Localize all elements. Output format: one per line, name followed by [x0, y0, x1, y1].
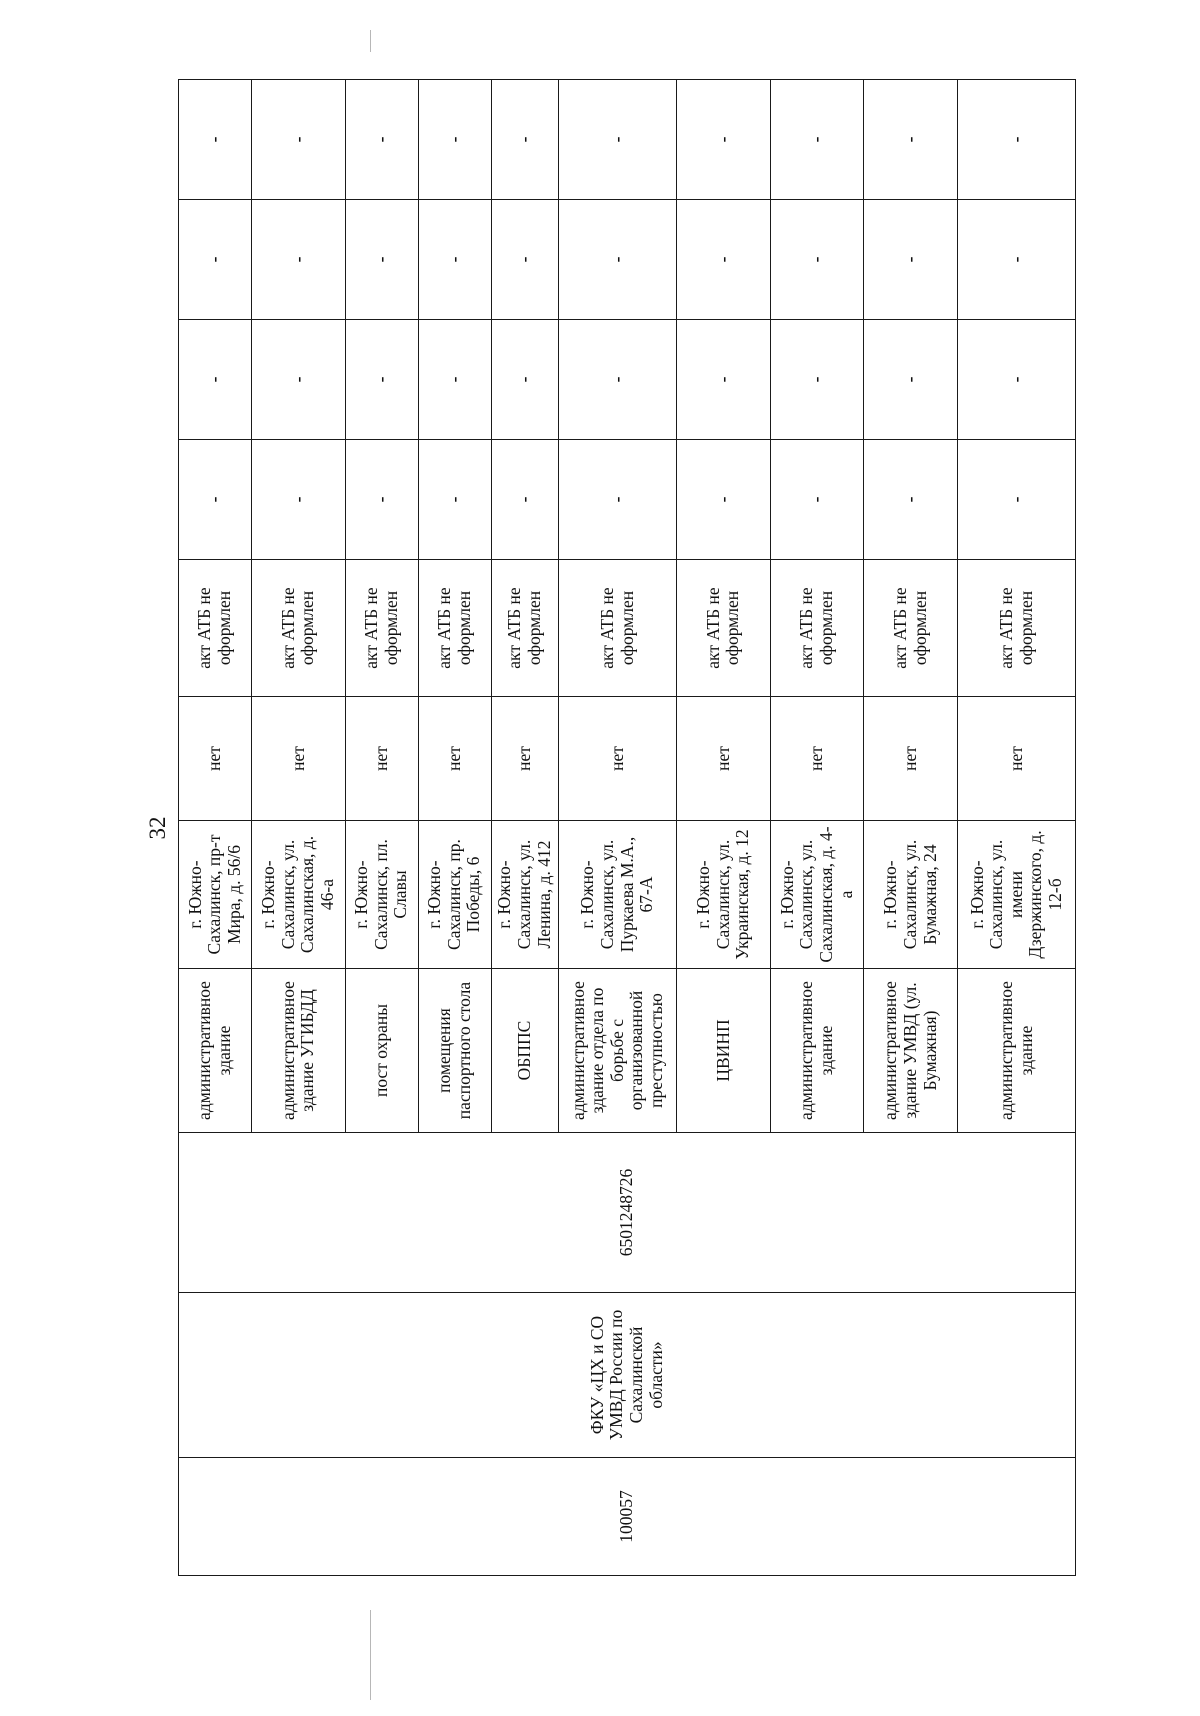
- empty-cell: -: [864, 440, 958, 560]
- empty-cell: -: [345, 80, 418, 200]
- empty-cell: -: [491, 440, 559, 560]
- act-status: акт АТБ не оформлен: [676, 560, 770, 697]
- presence-value: нет: [179, 697, 252, 821]
- empty-cell: -: [958, 440, 1076, 560]
- object-address: г. Южно-Сахалинск, ул. Украинская, д. 12: [676, 821, 770, 969]
- empty-cell: -: [676, 320, 770, 440]
- empty-cell: -: [559, 440, 677, 560]
- empty-cell: -: [345, 200, 418, 320]
- presence-value: нет: [770, 697, 864, 821]
- act-status: акт АТБ не оформлен: [418, 560, 491, 697]
- act-status: акт АТБ не оформлен: [345, 560, 418, 697]
- table-row: [179, 80, 252, 1576]
- empty-cell: -: [864, 80, 958, 200]
- org-inn: 6501248726: [179, 1133, 1076, 1293]
- empty-cell: -: [251, 80, 345, 200]
- empty-cell: -: [179, 80, 252, 200]
- object-address: г. Южно-Сахалинск, пл. Славы: [345, 821, 418, 969]
- empty-cell: -: [491, 200, 559, 320]
- rotated-table-wrapper: [178, 80, 1076, 1576]
- empty-cell: -: [179, 440, 252, 560]
- object-name: ОБППС: [491, 969, 559, 1133]
- empty-cell: -: [418, 320, 491, 440]
- empty-cell: -: [251, 200, 345, 320]
- act-status: акт АТБ не оформлен: [864, 560, 958, 697]
- empty-cell: -: [179, 200, 252, 320]
- object-name: административное здание: [958, 969, 1076, 1133]
- empty-cell: -: [770, 440, 864, 560]
- empty-cell: -: [491, 80, 559, 200]
- object-address: г. Южно-Сахалинск, ул. имени Дзержинского, д. 12-б: [958, 821, 1076, 969]
- object-name: административное здание УГИБДД: [251, 969, 345, 1133]
- empty-cell: -: [676, 440, 770, 560]
- presence-value: нет: [491, 697, 559, 821]
- empty-cell: -: [559, 320, 677, 440]
- presence-value: нет: [345, 697, 418, 821]
- empty-cell: -: [958, 200, 1076, 320]
- presence-value: нет: [251, 697, 345, 821]
- empty-cell: -: [418, 200, 491, 320]
- act-status: акт АТБ не оформлен: [559, 560, 677, 697]
- empty-cell: -: [559, 200, 677, 320]
- presence-value: нет: [958, 697, 1076, 821]
- object-name: ЦВИНП: [676, 969, 770, 1133]
- empty-cell: -: [770, 320, 864, 440]
- act-status: акт АТБ не оформлен: [179, 560, 252, 697]
- object-address: г. Южно-Сахалинск, ул. Пуркаева М.А., 67-А: [559, 821, 677, 969]
- empty-cell: -: [676, 200, 770, 320]
- empty-cell: -: [864, 200, 958, 320]
- org-code: 100057: [179, 1458, 1076, 1576]
- scan-artifact-line: [370, 30, 371, 52]
- empty-cell: -: [418, 440, 491, 560]
- empty-cell: -: [418, 80, 491, 200]
- object-name: административное здание: [179, 969, 252, 1133]
- empty-cell: -: [958, 320, 1076, 440]
- object-name: пост охраны: [345, 969, 418, 1133]
- act-status: акт АТБ не оформлен: [770, 560, 864, 697]
- object-address: г. Южно-Сахалинск, пр-т Мира, д. 56/6: [179, 821, 252, 969]
- object-name: административное здание: [770, 969, 864, 1133]
- act-status: акт АТБ не оформлен: [958, 560, 1076, 697]
- empty-cell: -: [345, 440, 418, 560]
- act-status: акт АТБ не оформлен: [491, 560, 559, 697]
- presence-value: нет: [418, 697, 491, 821]
- empty-cell: -: [958, 80, 1076, 200]
- object-address: г. Южно-Сахалинск, ул. Сахалинская, д. 46-а: [251, 821, 345, 969]
- empty-cell: -: [345, 320, 418, 440]
- scan-artifact-line: [370, 1610, 371, 1700]
- org-name: ФКУ «ЦХ и СО УМВД России по Сахалинской области»: [179, 1293, 1076, 1458]
- object-name: административное здание УМВД (ул. Бумажная): [864, 969, 958, 1133]
- presence-value: нет: [864, 697, 958, 821]
- empty-cell: -: [559, 80, 677, 200]
- empty-cell: -: [251, 320, 345, 440]
- object-name: административное здание отдела по борьбе с организованной преступностью: [559, 969, 677, 1133]
- objects-table: [178, 79, 1076, 1576]
- presence-value: нет: [676, 697, 770, 821]
- presence-value: нет: [559, 697, 677, 821]
- object-address: г. Южно-Сахалинск, ул. Сахалинская, д. 4-а: [770, 821, 864, 969]
- object-address: г. Южно-Сахалинск, ул. Бумажная, 24: [864, 821, 958, 969]
- empty-cell: -: [251, 440, 345, 560]
- empty-cell: -: [864, 320, 958, 440]
- empty-cell: -: [491, 320, 559, 440]
- empty-cell: -: [770, 200, 864, 320]
- object-address: г. Южно-Сахалинск, пр. Победы, 6: [418, 821, 491, 969]
- act-status: акт АТБ не оформлен: [251, 560, 345, 697]
- object-address: г. Южно-Сахалинск, ул. Ленина, д. 412: [491, 821, 559, 969]
- empty-cell: -: [676, 80, 770, 200]
- empty-cell: -: [770, 80, 864, 200]
- object-name: помещения паспортного стола: [418, 969, 491, 1133]
- empty-cell: -: [179, 320, 252, 440]
- page-number: 32: [145, 816, 170, 840]
